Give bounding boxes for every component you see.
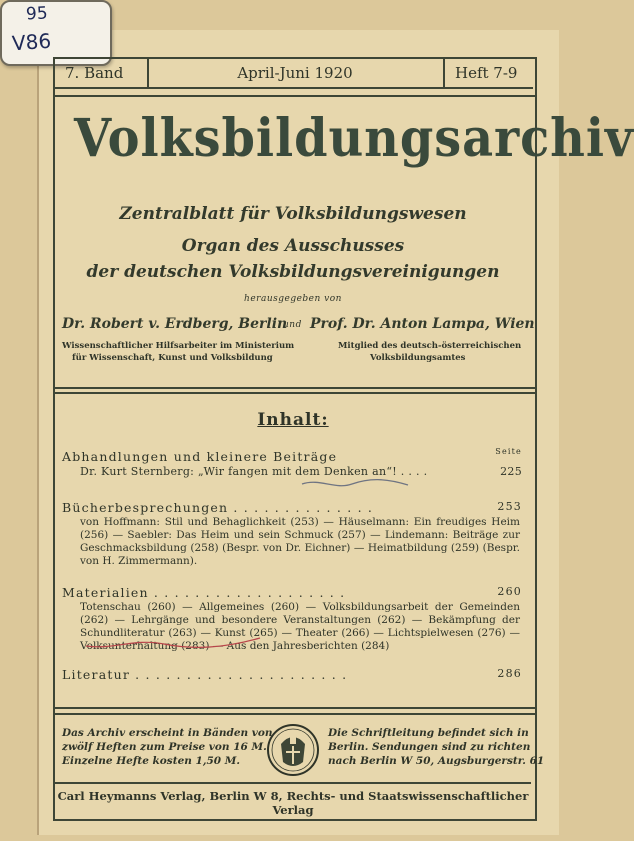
footer-left-line-1: Das Archiv erscheint in Bänden von [62,727,273,739]
seite-label: Seite [495,447,522,456]
editor-1-description-line-2: für Wissenschaft, Kunst und Volksbildung [72,353,273,363]
footer-left-line-2: zwölf Heften zum Preise von 16 M. [62,741,267,753]
header-row [55,59,533,89]
footer-right-info [328,726,544,768]
editor-2-description-line-1: Mitglied des deutsch-österreichischen [338,341,522,351]
footer-left-info [62,726,273,768]
footer-right-line-3: nach Berlin W 50, Augsburgerstr. 61 [328,755,545,767]
publisher-emblem-icon [266,722,320,778]
toc-section-3-text: Totenschau (260) — Allgemeines (260) — Volksbildungsarbeit der Gemeinden (262) — Lehrgänge und besondere Veranstaltungen (262) — Bekämpfung der Schundliteratur (263) — Kunst (265) — Theater (266) — Lichtspielwesen (276) — Volksunterhaltung (283) — Aus den Jahresberichten (284) [80,601,520,652]
toc-section-1-entry-text: Dr. Kurt Sternberg: „Wir fangen mit dem Denken an“! . . . . [80,465,428,478]
toc-section-1-title [62,449,522,464]
footer-right-line-1: Die Schriftleitung befindet sich in [328,727,529,739]
editors-intro: herausgegeben von [244,294,342,304]
subtitle-1: Zentralblatt für Volksbildungswesen [119,204,467,224]
footer-left-line-3: Einzelne Hefte kosten 1,50 M. [62,755,241,767]
editor-1-description-line-1: Wissenschaftlicher Hilfsarbeiter im Ministerium [62,341,295,351]
publisher-line: Carl Heymanns Verlag, Berlin W 8, Rechts- und Staatswissenschaftlicher Verlag [57,789,529,817]
toc-section-2-text: von Hoffmann: Stil und Behaglichkeit (253) — Häuselmann: Ein freudiges Heim (256) — Saebler: Das Heim und sein Schmuck (257) — Lindemann: Beiträge zur Geschmacksbildung (258) (Bespr. von Dr. Eichner) — Heimatbildung (259) (Bespr. von H. Zimmermann). [80,516,520,567]
pencil-underline-mark [300,476,410,492]
shelf-label-line1: 95 [25,3,49,25]
header-divider-right [443,59,445,87]
editors-und: und [283,320,302,330]
toc-section-4-title-text: Literatur . . . . . . . . . . . . . . . . . . . . . [62,667,348,682]
toc-section-4-page: 286 [497,667,522,680]
red-pencil-mark [84,634,264,652]
toc-section-2-title-text: Bücherbesprechungen . . . . . . . . . . . . . . [62,500,374,515]
toc-heading: Inhalt: [257,410,329,430]
toc-section-3-page: 260 [497,585,522,598]
footer-right-line-2: Berlin. Sendungen sind zu richten [328,741,531,753]
volume-label: 7. Band [65,64,124,82]
main-title: Volksbildungsarchiv [74,108,634,169]
toc-section-4-title [62,667,522,682]
toc-section-2-page: 253 [497,500,522,513]
toc-section-3-title [62,585,522,600]
editor-1: Dr. Robert v. Erdberg, Berlin [62,316,288,332]
shelf-label-line2: V86 [11,28,52,56]
editor-2-description-line-2: Volksbildungsamtes [370,353,466,363]
toc-section-3-title-text: Materialien . . . . . . . . . . . . . . . . . . . [62,585,346,600]
date-label: April-Juni 1920 [237,64,353,82]
toc-section-1-entry-page: 225 [500,465,522,478]
editor-2: Prof. Dr. Anton Lampa, Wien [310,316,535,332]
subtitle-3: der deutschen Volksbildungsvereinigungen [86,262,500,282]
toc-section-2-title [62,500,522,515]
toc-section-1-title-text: Abhandlungen und kleinere Beiträge [62,449,338,464]
subtitle-2: Organ des Ausschusses [181,236,405,256]
footer-divider [55,782,531,784]
issue-label: Heft 7-9 [455,64,518,82]
